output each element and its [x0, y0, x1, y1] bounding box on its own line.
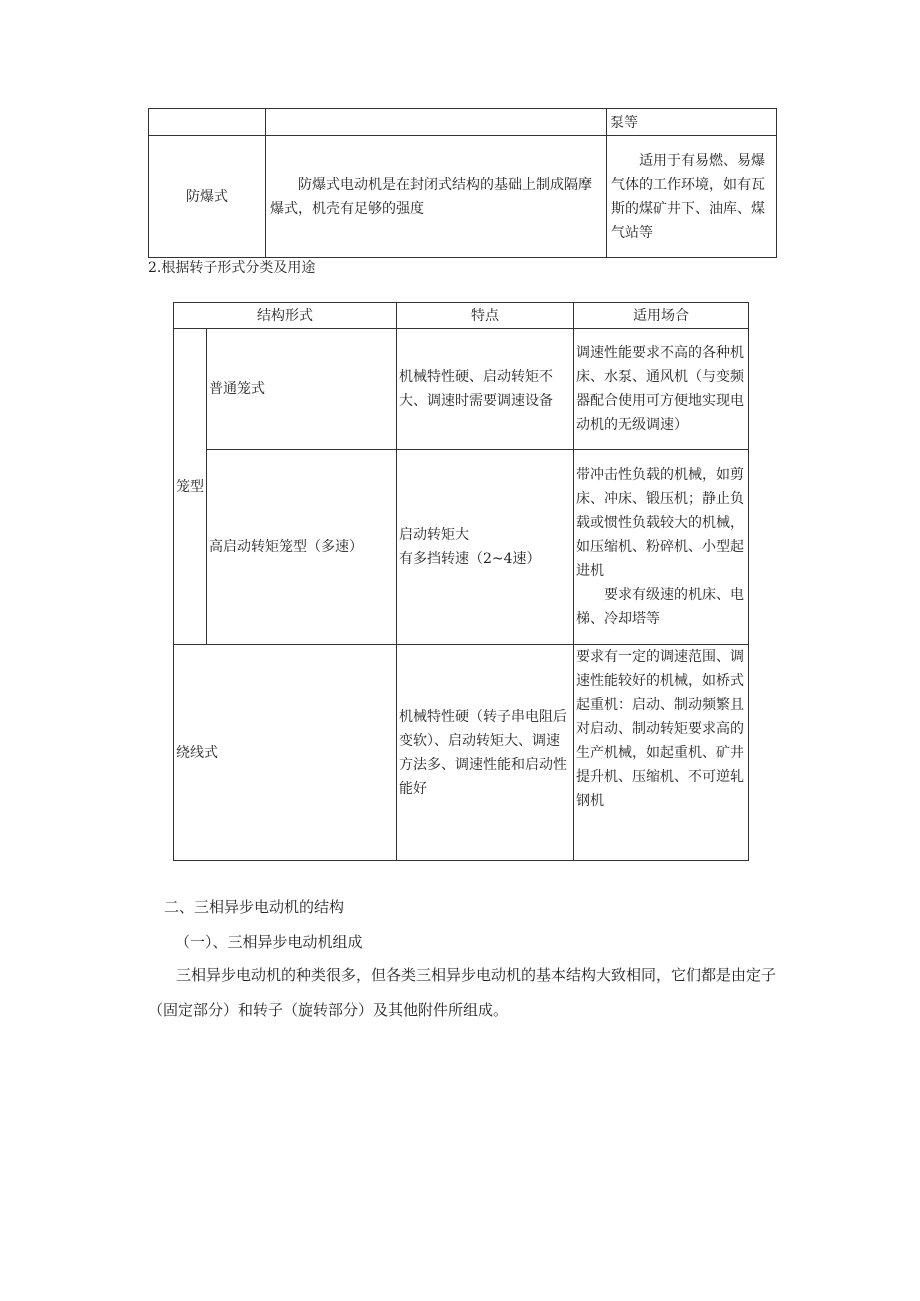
header-features: 特点	[397, 303, 574, 329]
header-applications: 适用场合	[574, 303, 749, 329]
row-name: 普通笼式	[207, 329, 397, 450]
header-structure: 结构形式	[174, 303, 397, 329]
row-name: 高启动转矩笼型（多速）	[207, 450, 397, 645]
body-paragraph-text: 三相异步电动机的种类很多，但各类三相异步电动机的基本结构大致相同，它们都是由定子（固定部分）和转子（旋转部分）及其他附件所组成。	[148, 966, 777, 1019]
table-header-row	[174, 303, 749, 329]
table-row	[149, 109, 777, 136]
explosion-proof-desc: 防爆式电动机是在封闭式结构的基础上制成隔摩爆式，机壳有足够的强度	[266, 136, 607, 258]
explosion-proof-name: 防爆式	[149, 136, 266, 258]
features-line: 有多挡转速（2~4速）	[399, 551, 541, 567]
rotor-type-table	[173, 302, 749, 861]
cage-group-label: 笼型	[174, 329, 207, 645]
features-line: 启动转矩大	[399, 527, 469, 543]
table-row	[174, 450, 749, 645]
row-features: 机械特性硬、启动转矩不大、调速时需要调速设备	[397, 329, 574, 450]
cell-empty	[149, 109, 266, 136]
explosion-proof-use: 适用于有易燃、易爆气体的工作环境，如有瓦斯的煤矿井下、油库、煤气站等	[607, 136, 777, 258]
section-2-heading: 2.根据转子形式分类及用途	[148, 260, 316, 276]
table-row	[174, 329, 749, 450]
table-row	[174, 645, 749, 861]
row-applications	[574, 450, 749, 645]
body-paragraph	[148, 958, 798, 1028]
section-title: 二、三相异步电动机的结构	[164, 898, 345, 916]
row-applications: 要求有一定的调速范围、调速性能较好的机械，如桥式起重机：启动、制动频繁且对启动、制动转矩要求高的生产机械，如起重机、矿井提升机、压缩机、不可逆轧钢机	[574, 645, 749, 861]
applications-para: 要求有级速的机床、电梯、冷却塔等	[576, 587, 744, 627]
table-row	[149, 136, 777, 258]
cell-empty	[266, 109, 607, 136]
row-name: 绕线式	[174, 645, 397, 861]
cell-pump-etc: 泵等	[607, 109, 777, 136]
subsection-title: （一）、三相异步电动机组成	[175, 933, 363, 951]
applications-para: 带冲击性负载的机械，如剪床、冲床、锻压机；静止负载或惯性负载较大的机械，如压缩机、粉碎机、小型起进机	[576, 467, 744, 579]
enclosure-type-table	[148, 108, 777, 258]
row-features: 机械特性硬（转子串电阻后变软）、启动转矩大、调速方法多、调速性能和启动性能好	[397, 645, 574, 861]
row-applications: 调速性能要求不高的各种机床、水泵、通风机（与变频器配合使用可方便地实现电动机的无级调速）	[574, 329, 749, 450]
row-features	[397, 450, 574, 645]
